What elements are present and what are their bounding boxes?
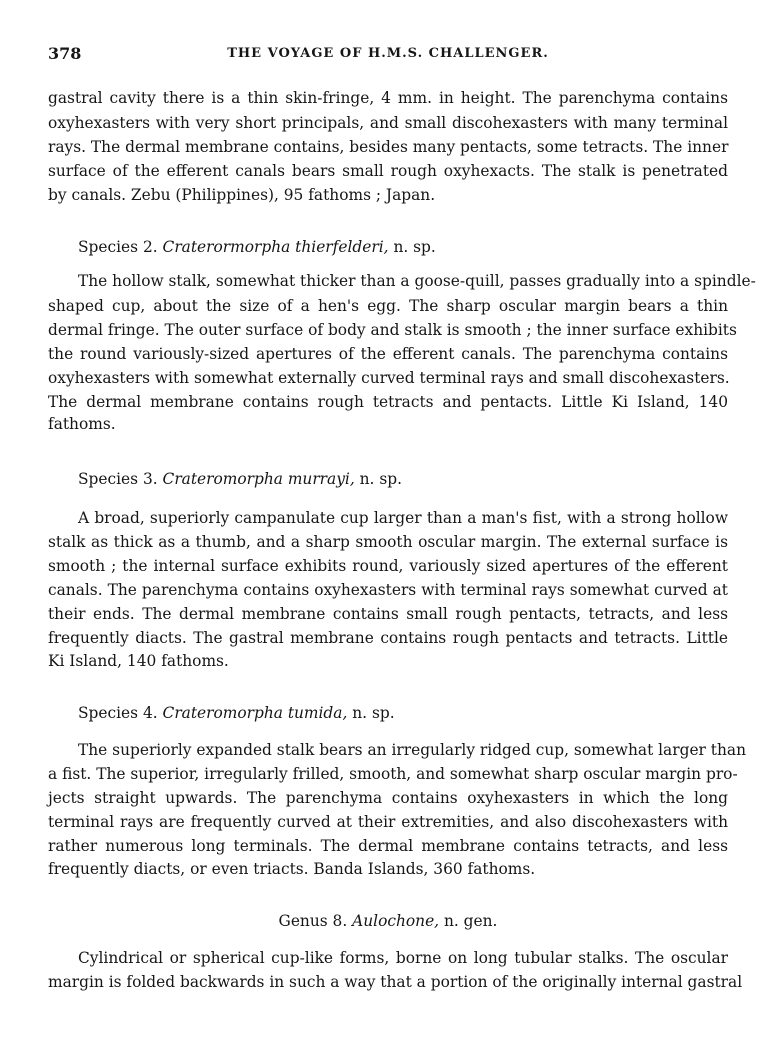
paragraph-line: a fist. The superior, irregularly frilled, smooth, and somewhat sharp oscular margin pro- — [48, 765, 738, 783]
page-number: 378 — [48, 44, 82, 63]
paragraph-line: fathoms. — [48, 415, 116, 433]
paragraph-line: shaped cup, about the size of a hen's egg. The sharp oscular margin bears a thin — [48, 297, 728, 315]
paragraph-line: by canals. Zebu (Philippines), 95 fathoms ; Japan. — [48, 186, 436, 204]
paragraph-line: Ki Island, 140 fathoms. — [48, 652, 229, 670]
paragraph-line: frequently diacts, or even triacts. Banda Islands, 360 fathoms. — [48, 860, 536, 878]
paragraph-line: smooth ; the internal surface exhibits round, variously sized apertures of the efferent — [48, 557, 728, 575]
species-heading: Species 4. Crateromorpha tumida, n. sp. — [78, 704, 395, 722]
page-header — [48, 44, 728, 68]
species-heading: Species 3. Crateromorpha murrayi, n. sp. — [78, 470, 402, 488]
paragraph-line: stalk as thick as a thumb, and a sharp smooth oscular margin. The external surface is — [48, 533, 728, 551]
paragraph-line: oxyhexasters with very short principals, and small discohexasters with many terminal — [48, 114, 728, 132]
paragraph-line: frequently diacts. The gastral membrane contains rough pentacts and tetracts. Little — [48, 629, 728, 647]
paragraph-line: margin is folded backwards in such a way that a portion of the originally internal gastral — [48, 973, 743, 991]
paragraph-line: rays. The dermal membrane contains, besides many pentacts, some tetracts. The inner — [48, 138, 729, 156]
paragraph-line: Cylindrical or spherical cup-like forms, borne on long tubular stalks. The oscular — [78, 949, 728, 967]
paragraph-line: surface of the efferent canals bears small rough oxyhexacts. The stalk is penetrated — [48, 162, 728, 180]
species-heading: Species 2. Craterormorpha thierfelderi, n. sp. — [78, 238, 436, 256]
paragraph-line: rather numerous long terminals. The dermal membrane contains tetracts, and less — [48, 837, 728, 855]
paragraph-line: The superiorly expanded stalk bears an irregularly ridged cup, somewhat larger than — [78, 741, 746, 759]
paragraph-line: terminal rays are frequently curved at their extremities, and also discohexasters with — [48, 813, 728, 831]
paragraph-line: dermal fringe. The outer surface of body and stalk is smooth ; the inner surface exhibits — [48, 321, 737, 339]
paragraph-line: their ends. The dermal membrane contains small rough pentacts, tetracts, and less — [48, 605, 728, 623]
genus-heading: Genus 8. Aulochone, n. gen. — [278, 912, 498, 930]
paragraph-line: The dermal membrane contains rough tetracts and pentacts. Little Ki Island, 140 — [48, 393, 728, 411]
paragraph-line: canals. The parenchyma contains oxyhexasters with terminal rays somewhat curved at — [48, 581, 728, 599]
paragraph-line: The hollow stalk, somewhat thicker than a goose-quill, passes gradually into a spindle- — [78, 272, 756, 290]
paragraph-line: A broad, superiorly campanulate cup larger than a man's fist, with a strong hollow — [78, 509, 728, 527]
paragraph-line: jects straight upwards. The parenchyma contains oxyhexasters in which the long — [48, 789, 728, 807]
paragraph-line: gastral cavity there is a thin skin-fringe, 4 mm. in height. The parenchyma contains — [48, 89, 728, 107]
running-title: THE VOYAGE OF H.M.S. CHALLENGER. — [227, 46, 549, 61]
paragraph-line: oxyhexasters with somewhat externally curved terminal rays and small discohexasters. — [48, 369, 730, 387]
paragraph-line: the round variously-sized apertures of the efferent canals. The parenchyma contains — [48, 345, 728, 363]
